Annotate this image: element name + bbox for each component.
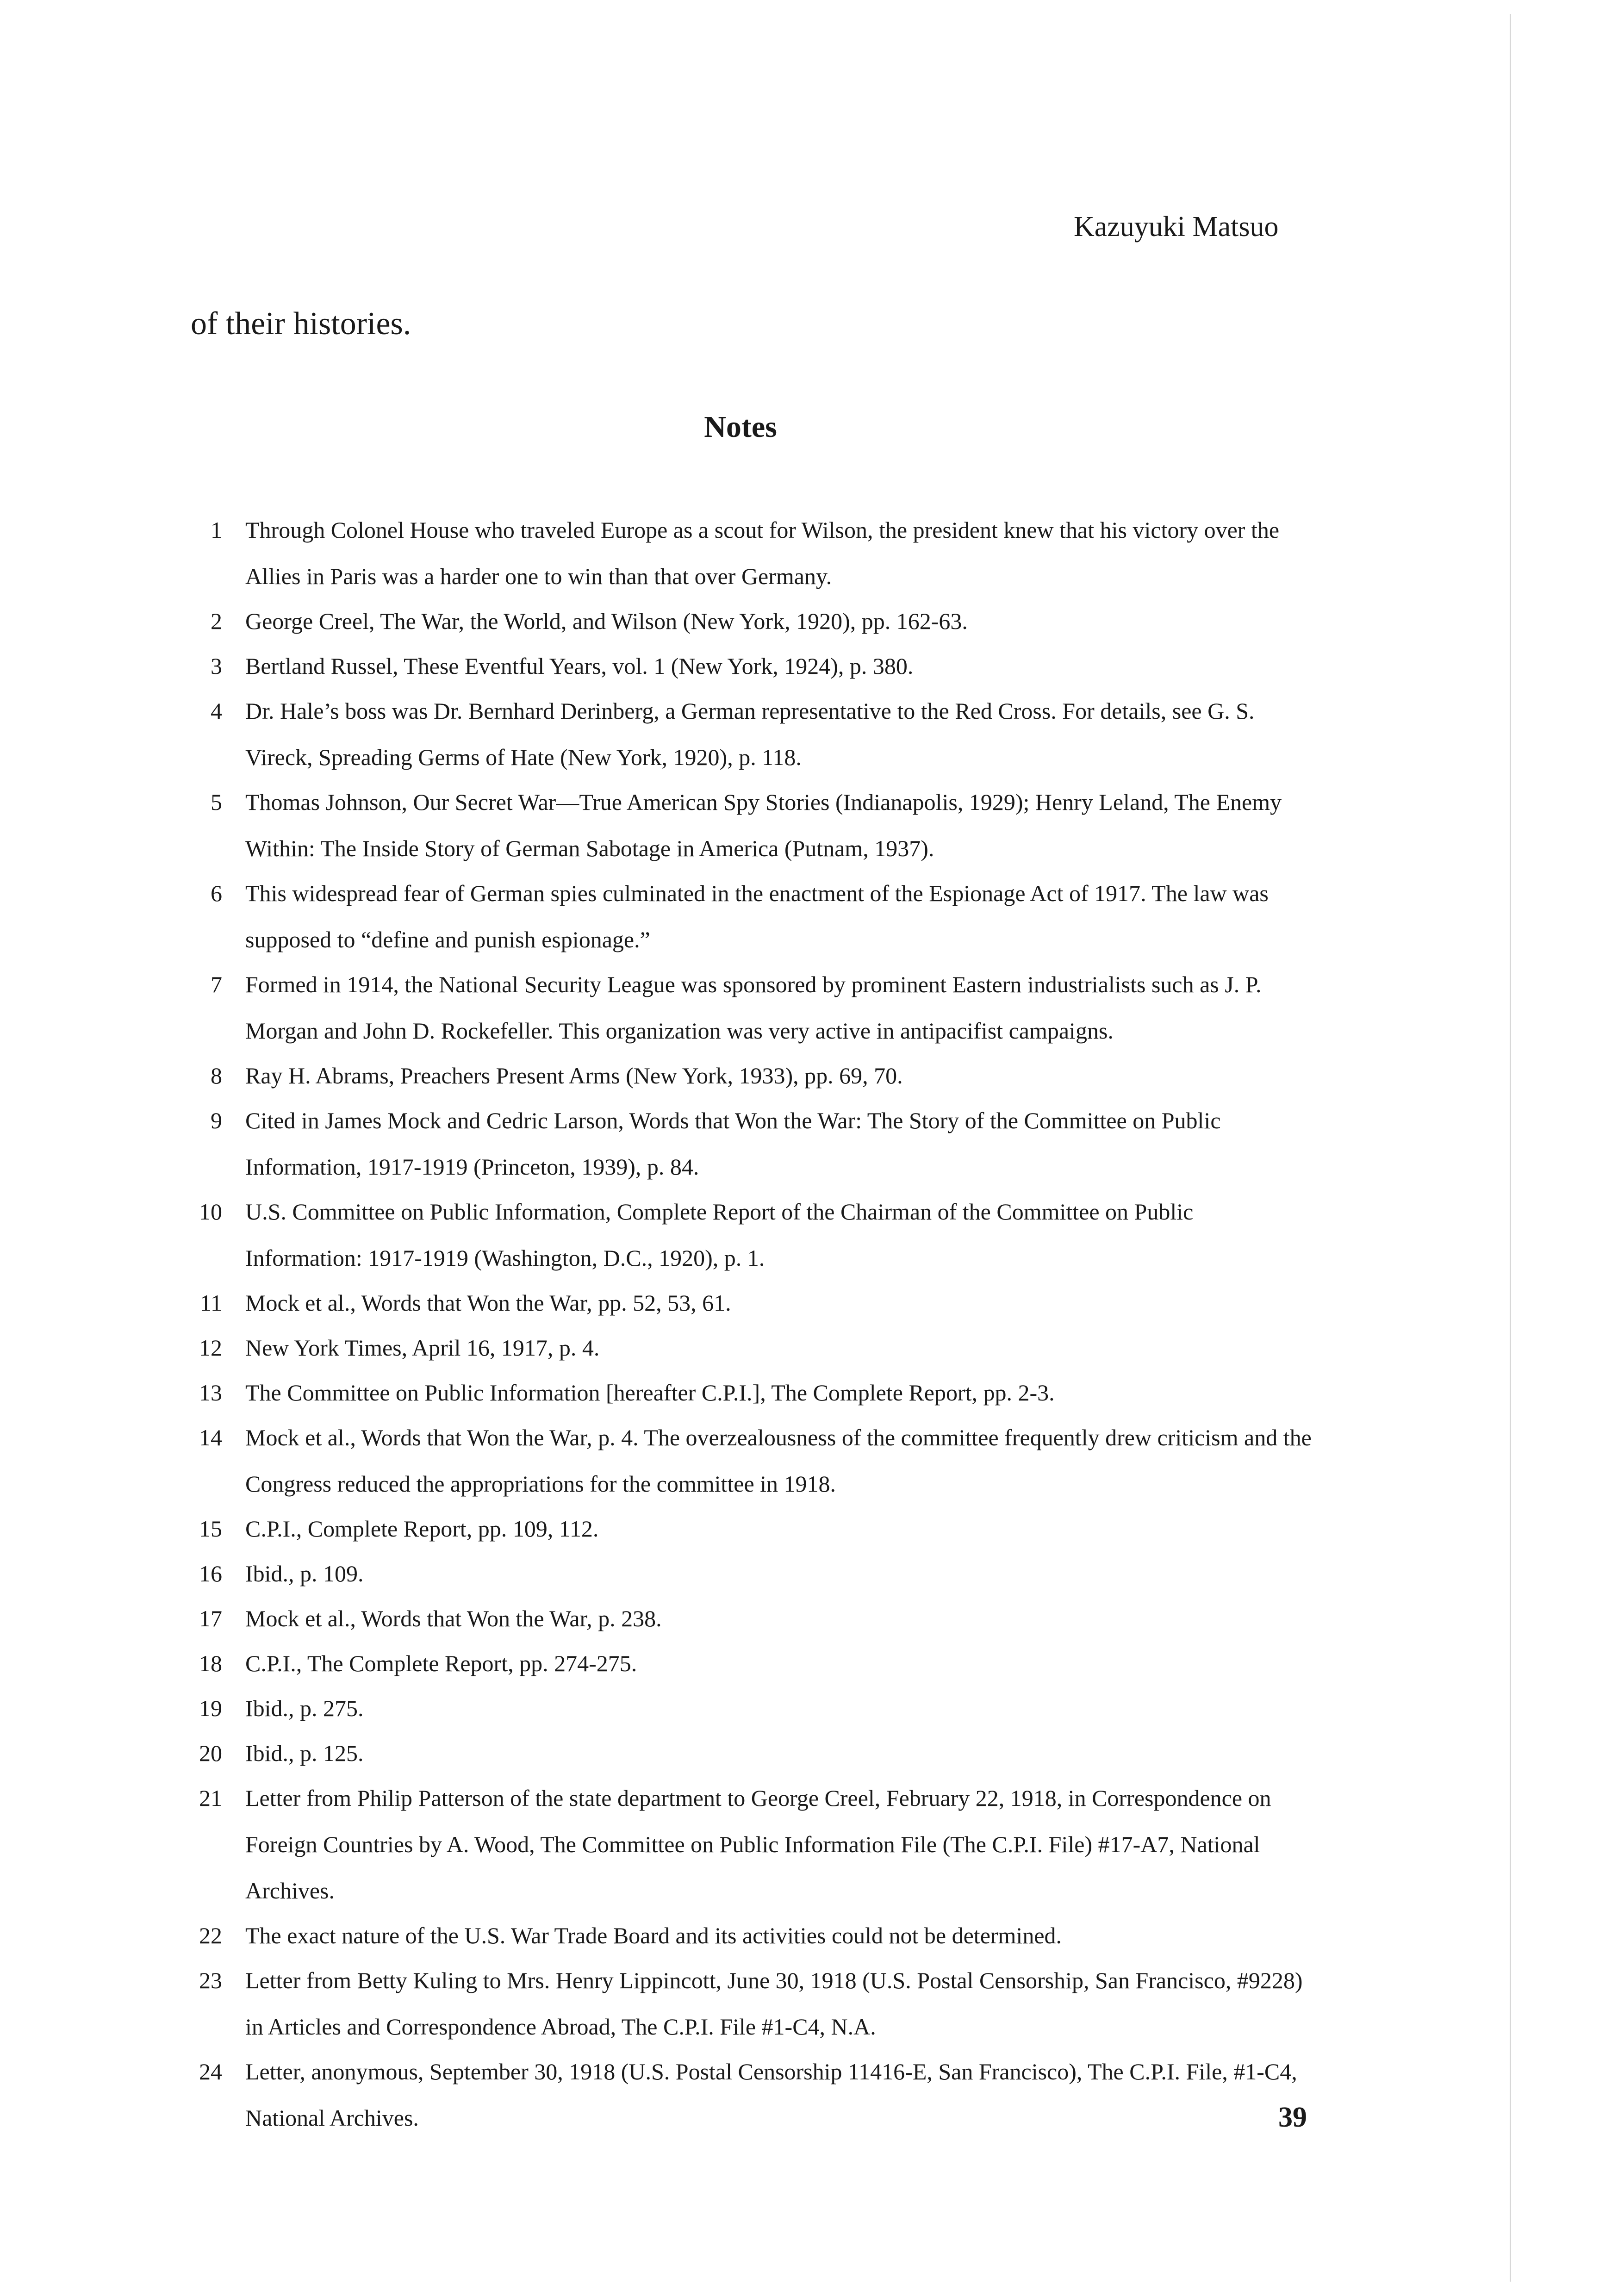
notes-heading-text: Notes bbox=[704, 410, 777, 444]
note-5 bbox=[194, 779, 1314, 871]
page-number: 39 bbox=[1278, 2102, 1307, 2133]
note-number: 15 bbox=[199, 1516, 222, 1542]
note-text: Formed in 1914, the National Security League was sponsored by prominent Eastern industrialists such as J. P. Morgan and John D. Rockefeller. This organization was very active in antipacifist campaigns. bbox=[245, 971, 1262, 1044]
note-text: Dr. Hale’s boss was Dr. Bernhard Derinberg, a German representative to the Red Cross. For details, see G. S. Vireck, Spreading Germs of Hate (New York, 1920), p. 118. bbox=[245, 698, 1255, 770]
note-3 bbox=[194, 643, 1314, 689]
note-text: George Creel, The War, the World, and Wilson (New York, 1920), pp. 162-63. bbox=[245, 608, 968, 634]
note-number: 17 bbox=[199, 1605, 222, 1631]
note-number: 2 bbox=[211, 608, 222, 634]
note-22 bbox=[194, 1912, 1314, 1959]
note-number: 6 bbox=[211, 880, 222, 906]
note-8 bbox=[194, 1052, 1314, 1099]
note-number: 12 bbox=[199, 1335, 222, 1361]
note-number: 24 bbox=[199, 2059, 222, 2084]
note-17 bbox=[194, 1595, 1314, 1642]
note-12 bbox=[194, 1325, 1314, 1371]
note-6 bbox=[194, 870, 1314, 963]
note-13 bbox=[194, 1369, 1314, 1416]
note-number: 10 bbox=[199, 1199, 222, 1225]
note-text: Mock et al., Words that Won the War, pp. 52, 53, 61. bbox=[245, 1290, 731, 1316]
note-number: 8 bbox=[211, 1063, 222, 1089]
note-text: Bertland Russel, These Eventful Years, vol. 1 (New York, 1924), p. 380. bbox=[245, 653, 914, 679]
note-number: 22 bbox=[199, 1923, 222, 1948]
note-number: 20 bbox=[199, 1740, 222, 1766]
note-text: Ray H. Abrams, Preachers Present Arms (New York, 1933), pp. 69, 70. bbox=[245, 1063, 903, 1089]
note-text: The Committee on Public Information [hereafter C.P.I.], The Complete Report, pp. 2-3. bbox=[245, 1380, 1055, 1406]
note-number: 4 bbox=[211, 698, 222, 724]
body-continuation-text: of their histories. bbox=[191, 306, 411, 342]
running-header-author: Kazuyuki Matsuo bbox=[1074, 211, 1279, 243]
note-number: 19 bbox=[199, 1695, 222, 1721]
note-14 bbox=[194, 1414, 1314, 1507]
note-7 bbox=[194, 961, 1314, 1054]
note-11 bbox=[194, 1280, 1314, 1326]
note-text: C.P.I., The Complete Report, pp. 274-275. bbox=[245, 1650, 637, 1676]
note-text: Ibid., p. 275. bbox=[245, 1695, 364, 1721]
note-text: Letter from Betty Kuling to Mrs. Henry Lippincott, June 30, 1918 (U.S. Postal Censorship, San Francisco, #9228) in Articles and Correspondence Abroad, The C.P.I. File #1-C4, N.A. bbox=[245, 1967, 1303, 2040]
note-text: C.P.I., Complete Report, pp. 109, 112. bbox=[245, 1516, 599, 1542]
note-number: 21 bbox=[199, 1785, 222, 1811]
note-text: The exact nature of the U.S. War Trade Board and its activities could not be determined. bbox=[245, 1923, 1062, 1948]
note-text: Cited in James Mock and Cedric Larson, Words that Won the War: The Story of the Committee on Public Information, 1917-1919 (Princeton, 1939), p. 84. bbox=[245, 1108, 1221, 1180]
note-2 bbox=[194, 598, 1314, 644]
note-text: Thomas Johnson, Our Secret War—True American Spy Stories (Indianapolis, 1929); Henry Leland, The Enemy Within: The Inside Story of German Sabotage in America (Putnam, 1937). bbox=[245, 789, 1282, 861]
note-number: 7 bbox=[211, 971, 222, 997]
note-number: 11 bbox=[199, 1290, 222, 1316]
note-19 bbox=[194, 1685, 1314, 1731]
note-21 bbox=[194, 1775, 1314, 1914]
note-number: 9 bbox=[211, 1108, 222, 1133]
note-text: This widespread fear of German spies culminated in the enactment of the Espionage Act of 1917. The law was supposed to “define and punish espionage.” bbox=[245, 880, 1269, 952]
note-text: Ibid., p. 125. bbox=[245, 1740, 364, 1766]
page-edge-line bbox=[1510, 14, 1511, 2282]
note-text: Letter from Philip Patterson of the state department to George Creel, February 22, 1918, in Correspondence on Foreign Countries by A. Wood, The Committee on Public Information File (The C.P.I. File) #17-A7, National Archives. bbox=[245, 1785, 1271, 1904]
note-15 bbox=[194, 1506, 1314, 1552]
note-text: Letter, anonymous, September 30, 1918 (U.S. Postal Censorship 11416-E, San Francisco), The C.P.I. File, #1-C4, National Archives. bbox=[245, 2059, 1297, 2131]
note-number: 13 bbox=[199, 1380, 222, 1406]
note-number: 18 bbox=[199, 1650, 222, 1676]
note-number: 5 bbox=[211, 789, 222, 815]
note-9 bbox=[194, 1097, 1314, 1190]
note-10 bbox=[194, 1188, 1314, 1281]
note-number: 14 bbox=[199, 1425, 222, 1450]
note-text: Ibid., p. 109. bbox=[245, 1561, 364, 1587]
note-number: 16 bbox=[199, 1561, 222, 1587]
note-number: 3 bbox=[211, 653, 222, 679]
note-text: U.S. Committee on Public Information, Complete Report of the Chairman of the Committee on Public Information: 1917-1919 (Washington, D.C., 1920), p. 1. bbox=[245, 1199, 1194, 1271]
note-24 bbox=[194, 2048, 1314, 2141]
note-number: 23 bbox=[199, 1967, 222, 1993]
note-20 bbox=[194, 1730, 1314, 1776]
notes-heading bbox=[0, 410, 1481, 445]
note-text: Mock et al., Words that Won the War, p. 238. bbox=[245, 1605, 662, 1631]
note-number: 1 bbox=[211, 517, 222, 543]
note-4 bbox=[194, 688, 1314, 780]
note-text: Through Colonel House who traveled Europe as a scout for Wilson, the president knew that his victory over the Allies in Paris was a harder one to win than that over Germany. bbox=[245, 517, 1280, 589]
notes-list bbox=[194, 507, 1314, 2140]
note-23 bbox=[194, 1957, 1314, 2050]
note-16 bbox=[194, 1550, 1314, 1597]
note-text: New York Times, April 16, 1917, p. 4. bbox=[245, 1335, 600, 1361]
note-18 bbox=[194, 1640, 1314, 1686]
note-1 bbox=[194, 507, 1314, 599]
note-text: Mock et al., Words that Won the War, p. 4. The overzealousness of the committee frequently drew criticism and the Congress reduced the appropriations for the committee in 1918. bbox=[245, 1425, 1312, 1497]
